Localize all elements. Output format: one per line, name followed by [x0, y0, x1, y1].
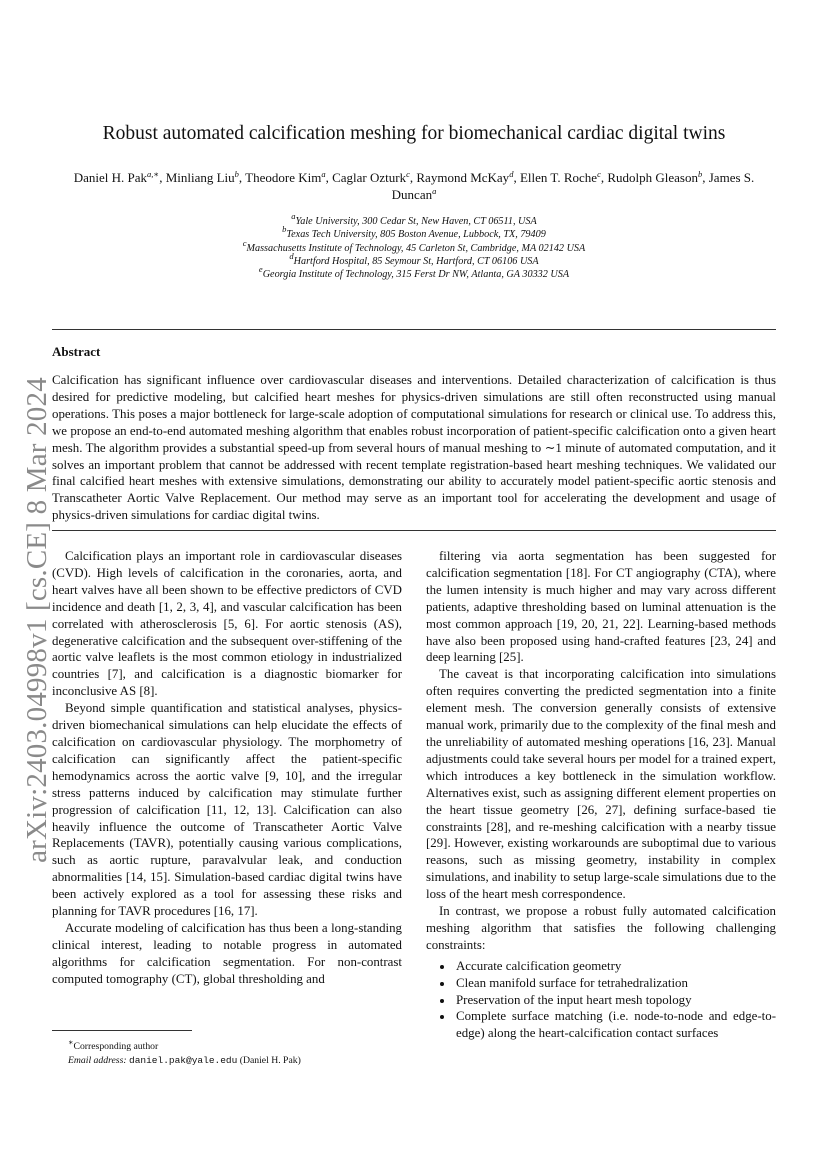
paper-title: Robust automated calcification meshing for biomechanical cardiac digital twins — [102, 123, 726, 144]
author-affil-marker: a — [321, 169, 326, 179]
body-paragraph: In contrast, we propose a robust fully automated calcification meshing algorithm that satisfies the following challenging constraints: — [426, 904, 776, 952]
affiliation: $^a$Yale University, 300 Cedar St, New Haven, CT 06511, USA — [291, 211, 537, 227]
body-column-left — [52, 548, 402, 988]
author-name: Caglar Ozturk — [332, 170, 407, 185]
affiliation: $^b$Texas Tech University, 805 Boston Avenue, Lubbock, TX, 79409 — [282, 224, 546, 241]
author-list: Daniel H. Pak$^{a,∗}$, Minliang Liu$^b$, Theodore Kim$^a$, Caglar Ozturk$^c$, Raymond McKay$^d$, Ellen T. Roche$^c$, Rudolph Gleason$^b$, James S. Duncan$^a$ — [73, 169, 755, 202]
abstract-text: Calcification has significant influence over cardiovascular diseases and interventions. Detailed characterization of calcification is thus desired for predictive modeling, but calcified heart meshes for physics-driven simulations are still often reconstructed using manual operations. This poses a major bottleneck for large-scale adoption of computational simulations for research or clinical use. To address this, we propose an end-to-end automated meshing algorithm that enables robust incorporation of patient-specific calcification onto a given heart mesh. The algorithm provides a substantial speed-up from several hours of manual meshing to ∼1 minute of automated computation, and it solves an important problem that cannot be addressed with recent template registration-based heart meshing techniques. We validated our final calcified heart meshes with extensive simulations, demonstrating our ability to accurately model patient-specific aortic stenosis and Transcatheter Aortic Valve Replacement. Our method may serve as an important tool for accelerating the development and usage of physics-driven simulations for cardiac digital twins. — [52, 373, 776, 523]
email-link[interactable]: daniel.pak@yale.edu — [129, 1054, 238, 1066]
list-item: • Clean manifold surface for tetrahedralization — [454, 975, 776, 992]
affiliation: $^d$Hartford Hospital, 85 Seymour St, Hartford, CT 06106 USA — [289, 250, 539, 267]
affiliation-list — [52, 211, 776, 281]
author-name: Theodore Kim — [245, 170, 322, 185]
body-paragraph: The caveat is that incorporating calcification into simulations often requires converting the predicted segmentation into a finite element mesh. The conversion generally consists of extensive manual work, primarily due to the complexity of the final mesh and the unreliability of automated meshing operations [16, 23]. Manual adjustments could take several hours per model for a trained expert, which introduces a key bottleneck in the simulation workflow. Alternatives exist, such as assigning different element properties on the heart tissue geometry [26, 27], defining surface-based tie constraints [28], and re-meshing calcification with a nearby tissue [29]. However, existing workarounds are suboptimal due to various reasons, such as missing geometry, instability in complex simulations, and inability to setup large-scale simulations due to the loss of the heart mesh correspondence. — [426, 667, 776, 902]
corresponding-author-note: ∗Corresponding author — [68, 1038, 159, 1053]
body-paragraph: Beyond simple quantification and statistical analyses, physics-driven biomechanical simulations can help elucidate the effects of calcification on cardiovascular physiology. The morphometry of calcification can significantly affect the patient-specific hemodynamics across the aortic valve [9, 10], and the irregular stress patterns induced by calcification may stimulate further progression of calcification [11, 12, 13]. Calcification can also heavily influence the outcome of Transcatheter Aortic Valve Replacements (TAVR), potentially causing various complications, such as aortic rupture, paravalvular leak, and conduction abnormalities [14, 15]. Simulation-based cardiac digital twins have been actively explored as a tool for assessing these risks and planning for TAVR procedures [16, 17]. — [52, 701, 402, 919]
author-name: Raymond McKay — [416, 170, 510, 185]
author-affil-marker: a,∗ — [147, 169, 160, 179]
author-affil-marker: b — [234, 169, 239, 179]
footnote — [52, 1036, 402, 1067]
arxiv-identifier[interactable]: arXiv:2403.04998v1 [cs.CE] 8 Mar 2024 — [21, 377, 53, 863]
body-paragraph: filtering via aorta segmentation has been suggested for calcification segmentation [18]. For CT angiography (CTA), where the lumen intensity is much higher and may vary across different patients, adaptive thresholding based on luminal attenuation is the most common approach [19, 20, 21, 22]. Learning-based methods have also been proposed using hand-crafted features [23, 24] and deep learning [25]. — [426, 549, 776, 665]
author-affil-marker: c — [406, 169, 410, 179]
author-affil-marker: d — [509, 169, 514, 179]
affiliation: $^e$Georgia Institute of Technology, 315 Ferst Dr NW, Atlanta, GA 30332 USA — [258, 264, 570, 281]
list-item: • Complete surface matching (i.e. node-to-node and edge-to-edge) along the heart-calcification contact surfaces — [454, 1008, 776, 1042]
author-name: Rudolph Gleason — [607, 170, 698, 185]
author-affil-marker: a — [432, 186, 437, 196]
list-item: • Accurate calcification geometry — [454, 958, 776, 975]
affiliation: $^c$Massachusetts Institute of Technology, 45 Carleton St, Cambridge, MA 02142 USA — [242, 237, 586, 254]
author-name: Ellen T. Roche — [519, 170, 598, 185]
body-paragraph: Calcification plays an important role in cardiovascular diseases (CVD). High levels of calcification in the coronaries, aorta, and heart valves have all been shown to be effective predictors of CVD incidence and death [1, 2, 3, 4], and vascular calcification has been correlated with atherosclerosis [5, 6]. For aortic stenosis (AS), degenerative calcification and the subsequent over-stiffening of the aortic valve leaflets is the most common etiology in industrialized countries [7], and calcification is a diagnostic biomarker for inconclusive AS [8]. — [52, 549, 402, 699]
constraints-list — [426, 958, 776, 1043]
body-column-right — [426, 548, 776, 1042]
abstract-top-rule — [52, 329, 776, 330]
author-affil-marker: b — [698, 169, 703, 179]
author-affil-marker: c — [597, 169, 601, 179]
footnote-rule — [52, 1030, 192, 1031]
body-paragraph: Accurate modeling of calcification has thus been a long-standing clinical interest, leading to notable progress in automated algorithms for calcification segmentation. For non-contrast computed tomography (CT), global thresholding and — [52, 920, 402, 986]
abstract-heading: Abstract — [52, 344, 101, 359]
list-item: • Preservation of the input heart mesh topology — [454, 992, 776, 1009]
author-name: Daniel H. Pak — [73, 170, 148, 185]
author-name: James S. Duncan — [391, 170, 755, 202]
email-note: Email address: daniel.pak@yale.edu (Daniel H. Pak) — [68, 1054, 301, 1066]
abstract-bottom-rule — [52, 530, 776, 531]
author-name: Minliang Liu — [165, 170, 235, 185]
